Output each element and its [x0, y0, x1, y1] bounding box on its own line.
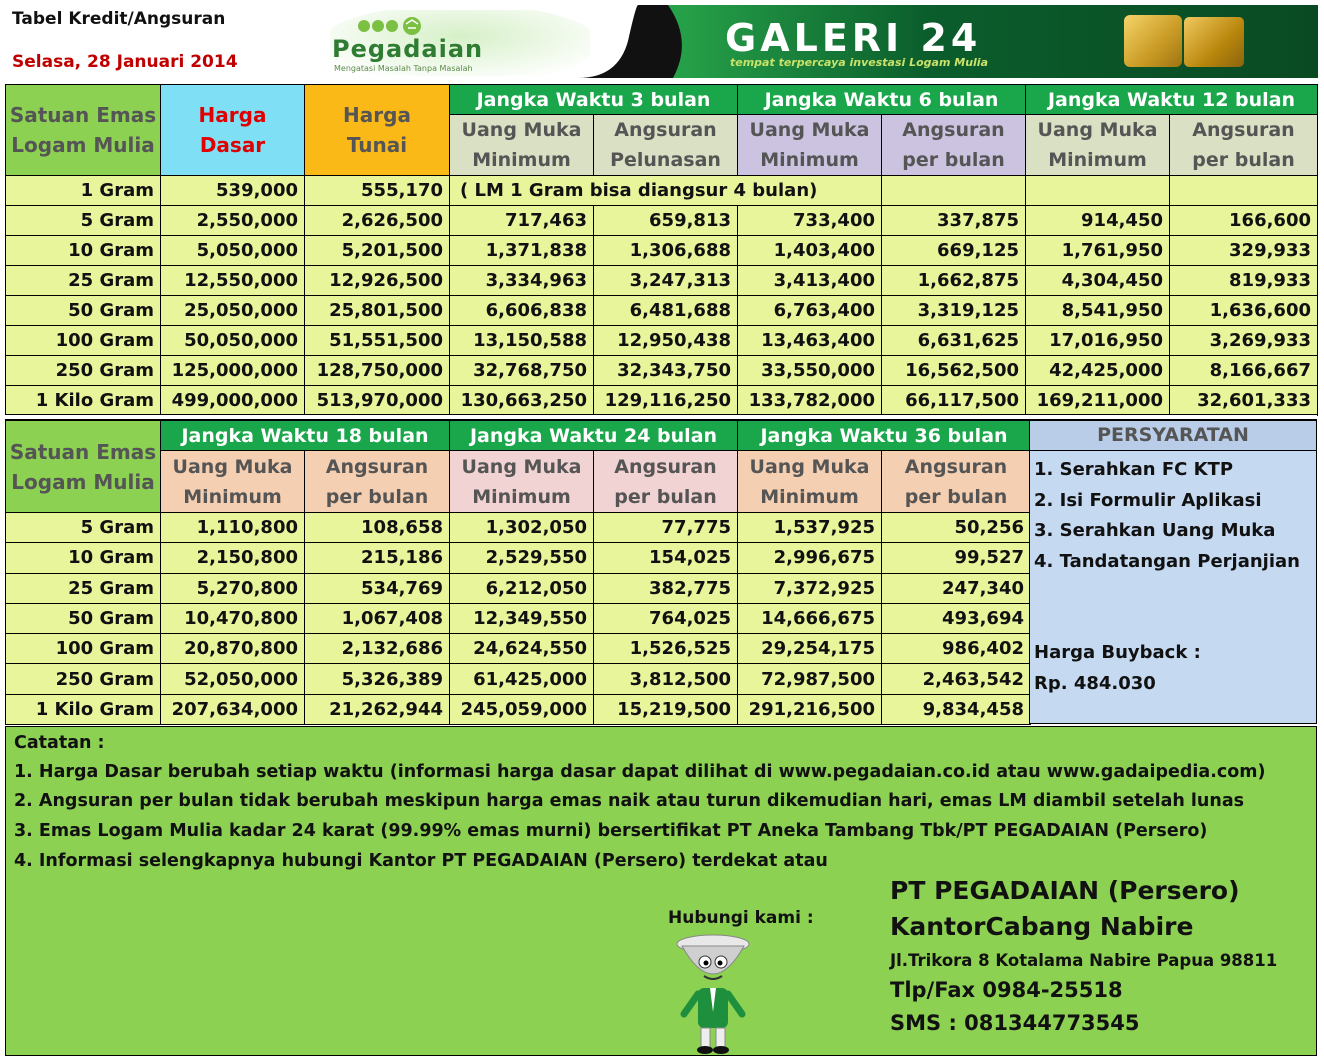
note-item: 3. Emas Logam Mulia kadar 24 karat (99.99% emas murni) bersertifikat PT Aneka Tambang Tbk/PT PEGADAIAN (Persero) [14, 821, 1208, 841]
requirement-item: 3. Serahkan Uang Muka [1034, 520, 1276, 541]
row-label: 1 Kilo Gram [6, 386, 161, 416]
notes-title: Catatan : [14, 733, 105, 753]
cell: 8,166,667 [1170, 356, 1318, 386]
cell: 25,801,500 [305, 296, 450, 326]
sub-header: Angsuran per bulan [305, 451, 450, 513]
cell: 16,562,500 [882, 356, 1026, 386]
gold-bar-icon [1124, 15, 1182, 67]
cell: 154,025 [594, 543, 738, 573]
cell: 128,750,000 [305, 356, 450, 386]
cell: 32,768,750 [450, 356, 594, 386]
cell: 166,600 [1170, 206, 1318, 236]
table-row [6, 664, 1031, 694]
sub-header: Uang Muka Minimum [1026, 115, 1170, 176]
cell: 8,541,950 [1026, 296, 1170, 326]
cell: 24,624,550 [450, 634, 594, 664]
page-date: Selasa, 28 Januari 2014 [12, 52, 238, 72]
cell: 5,326,389 [305, 664, 450, 694]
contact-branch: KantorCabang Nabire [890, 912, 1194, 941]
requirement-item: 2. Isi Formulir Aplikasi [1034, 489, 1262, 511]
table-row [6, 634, 1031, 664]
col-header-satuan: Satuan Emas Logam Mulia [6, 85, 161, 176]
cell: 1,662,875 [882, 266, 1026, 296]
col-header-harga-dasar: Harga Dasar [161, 85, 305, 176]
table-row [6, 296, 1318, 326]
contact-sms: SMS : 081344773545 [890, 1011, 1140, 1035]
table-row [6, 266, 1318, 296]
cell: 32,343,750 [594, 356, 738, 386]
cell: 1,403,400 [738, 236, 882, 266]
cell: 3,269,933 [1170, 326, 1318, 356]
cell: 513,970,000 [305, 386, 450, 416]
brand-title: GALERI 24 [725, 16, 982, 60]
cell: 14,666,675 [738, 603, 882, 633]
table-row [6, 236, 1318, 266]
cell: 3,413,400 [738, 266, 882, 296]
note-item: 2. Angsuran per bulan tidak berubah meskipun harga emas naik atau turun dikemudian hari, emas LM diambil setelah lunas [14, 791, 1245, 811]
note-1gram: ( LM 1 Gram bisa diangsur 4 bulan) [450, 176, 882, 206]
cell: 61,425,000 [450, 664, 594, 694]
cell: 2,996,675 [738, 543, 882, 573]
cell: 25,050,000 [161, 296, 305, 326]
table-row [6, 356, 1318, 386]
table-row [6, 176, 1318, 206]
cell: 215,186 [305, 543, 450, 573]
cell: 1,067,408 [305, 603, 450, 633]
gold-bar-icon [1184, 17, 1244, 67]
sub-header: Angsuran per bulan [882, 451, 1031, 513]
cell: 3,247,313 [594, 266, 738, 296]
cell: 2,463,542 [882, 664, 1031, 694]
table-row [6, 543, 1031, 573]
group-header-12-bulan: Jangka Waktu 12 bulan [1026, 85, 1318, 115]
cell: 13,150,588 [450, 326, 594, 356]
cell: 51,551,500 [305, 326, 450, 356]
sub-header: Uang Muka Minimum [738, 451, 882, 513]
group-header-36-bulan: Jangka Waktu 36 bulan [738, 421, 1031, 451]
cell: 10,470,800 [161, 603, 305, 633]
cell: 819,933 [1170, 266, 1318, 296]
cell: 1,302,050 [450, 513, 594, 543]
cell: 130,663,250 [450, 386, 594, 416]
cell: 2,529,550 [450, 543, 594, 573]
cell: 499,000,000 [161, 386, 305, 416]
cell: 17,016,950 [1026, 326, 1170, 356]
persyaratan-panel [1029, 420, 1317, 724]
cell: 13,463,400 [738, 326, 882, 356]
cell: 1,306,688 [594, 236, 738, 266]
page-title: Tabel Kredit/Angsuran [12, 9, 226, 29]
row-label: 50 Gram [6, 296, 161, 326]
cell: 66,117,500 [882, 386, 1026, 416]
sub-header: Angsuran Pelunasan [594, 115, 738, 176]
cell: 6,481,688 [594, 296, 738, 326]
cell: 21,262,944 [305, 694, 450, 724]
cell: 9,834,458 [882, 694, 1031, 724]
cell: 2,550,000 [161, 206, 305, 236]
contact-label: Hubungi kami : [668, 908, 814, 928]
col-header-harga-tunai: Harga Tunai [305, 85, 450, 176]
row-label: 1 Kilo Gram [6, 694, 161, 724]
table-row [6, 573, 1031, 603]
cell: 1,537,925 [738, 513, 882, 543]
table-row [6, 694, 1031, 724]
cell: 42,425,000 [1026, 356, 1170, 386]
logo-tagline: Mengatasi Masalah Tanpa Masalah [334, 64, 473, 73]
cell: 6,763,400 [738, 296, 882, 326]
cell: 29,254,175 [738, 634, 882, 664]
logo-wordmark: Pegadaian [332, 35, 484, 63]
cell [882, 176, 1026, 206]
cell: 717,463 [450, 206, 594, 236]
row-label: 25 Gram [6, 573, 161, 603]
cell: 12,349,550 [450, 603, 594, 633]
cell: 50,256 [882, 513, 1031, 543]
note-item: 1. Harga Dasar berubah setiap waktu (informasi harga dasar dapat dilihat di www.pegadaian.co.id atau www.gadaipedia.com) [14, 762, 1266, 782]
cell: 12,550,000 [161, 266, 305, 296]
group-header-6-bulan: Jangka Waktu 6 bulan [738, 85, 1026, 115]
cell: 77,775 [594, 513, 738, 543]
cell: 733,400 [738, 206, 882, 236]
cell: 3,319,125 [882, 296, 1026, 326]
cell: 32,601,333 [1170, 386, 1318, 416]
table-row [6, 206, 1318, 236]
cell: 337,875 [882, 206, 1026, 236]
cell: 6,212,050 [450, 573, 594, 603]
cell: 493,694 [882, 603, 1031, 633]
cell: 1,526,525 [594, 634, 738, 664]
cell: 7,372,925 [738, 573, 882, 603]
sub-header: Angsuran per bulan [1170, 115, 1318, 176]
cell [1170, 176, 1318, 206]
cell: 125,000,000 [161, 356, 305, 386]
contact-company: PT PEGADAIAN (Persero) [890, 876, 1240, 905]
cell: 20,870,800 [161, 634, 305, 664]
sub-header: Angsuran per bulan [594, 451, 738, 513]
cell: 169,211,000 [1026, 386, 1170, 416]
cell: 6,606,838 [450, 296, 594, 326]
cell: 15,219,500 [594, 694, 738, 724]
cell: 5,270,800 [161, 573, 305, 603]
cell: 2,132,686 [305, 634, 450, 664]
cell: 4,304,450 [1026, 266, 1170, 296]
cell: 659,813 [594, 206, 738, 236]
cell: 12,926,500 [305, 266, 450, 296]
buyback-value: Rp. 484.030 [1034, 672, 1156, 694]
cell: 3,812,500 [594, 664, 738, 694]
row-label: 10 Gram [6, 236, 161, 266]
cell: 12,950,438 [594, 326, 738, 356]
cell: 133,782,000 [738, 386, 882, 416]
cell: 245,059,000 [450, 694, 594, 724]
cell: 1,110,800 [161, 513, 305, 543]
mascot-icon [668, 932, 758, 1056]
cell: 1,761,950 [1026, 236, 1170, 266]
sub-header: Uang Muka Minimum [738, 115, 882, 176]
group-header-24-bulan: Jangka Waktu 24 bulan [450, 421, 738, 451]
cell: 50,050,000 [161, 326, 305, 356]
row-label: 25 Gram [6, 266, 161, 296]
sub-header: Angsuran per bulan [882, 115, 1026, 176]
contact-address: Jl.Trikora 8 Kotalama Nabire Papua 98811 [890, 951, 1278, 970]
cell: 247,340 [882, 573, 1031, 603]
cell: 539,000 [161, 176, 305, 206]
cell: 52,050,000 [161, 664, 305, 694]
table-row [6, 326, 1318, 356]
cell: 5,050,000 [161, 236, 305, 266]
cell: 329,933 [1170, 236, 1318, 266]
col-header-satuan: Satuan Emas Logam Mulia [6, 421, 161, 513]
table-row [6, 386, 1318, 416]
row-label: 5 Gram [6, 206, 161, 236]
cell: 986,402 [882, 634, 1031, 664]
sub-header: Uang Muka Minimum [450, 115, 594, 176]
cell: 5,201,500 [305, 236, 450, 266]
row-label: 10 Gram [6, 543, 161, 573]
buyback-label: Harga Buyback : [1034, 642, 1201, 663]
cell: 1,371,838 [450, 236, 594, 266]
note-item: 4. Informasi selengkapnya hubungi Kantor PT PEGADAIAN (Persero) terdekat atau [14, 851, 828, 871]
contact-phone: Tlp/Fax 0984-25518 [890, 978, 1123, 1002]
table-row [6, 603, 1031, 633]
cell: 6,631,625 [882, 326, 1026, 356]
row-label: 5 Gram [6, 513, 161, 543]
cell: 99,527 [882, 543, 1031, 573]
table-row [6, 513, 1031, 543]
group-header-3-bulan: Jangka Waktu 3 bulan [450, 85, 738, 115]
installment-table-short [5, 84, 1318, 416]
cell: 1,636,600 [1170, 296, 1318, 326]
brand-tagline: tempat terpercaya investasi Logam Mulia [730, 56, 989, 69]
cell: 382,775 [594, 573, 738, 603]
row-label: 100 Gram [6, 634, 161, 664]
row-label: 250 Gram [6, 356, 161, 386]
sub-header: Uang Muka Minimum [450, 451, 594, 513]
cell: 3,334,963 [450, 266, 594, 296]
cell: 129,116,250 [594, 386, 738, 416]
cell: 555,170 [305, 176, 450, 206]
cell: 1 Gram [6, 176, 161, 206]
cell [1026, 176, 1170, 206]
row-label: 50 Gram [6, 603, 161, 633]
cell: 291,216,500 [738, 694, 882, 724]
cell: 534,769 [305, 573, 450, 603]
persyaratan-title: PERSYARATAN [1030, 421, 1316, 451]
cell: 669,125 [882, 236, 1026, 266]
requirement-item: 4. Tandatangan Perjanjian [1034, 550, 1300, 572]
cell: 914,450 [1026, 206, 1170, 236]
cell: 72,987,500 [738, 664, 882, 694]
row-label: 250 Gram [6, 664, 161, 694]
cell: 764,025 [594, 603, 738, 633]
cell: 207,634,000 [161, 694, 305, 724]
group-header-18-bulan: Jangka Waktu 18 bulan [161, 421, 450, 451]
installment-table-long [5, 420, 1031, 725]
row-label: 100 Gram [6, 326, 161, 356]
cell: 108,658 [305, 513, 450, 543]
cell: 33,550,000 [738, 356, 882, 386]
sub-header: Uang Muka Minimum [161, 451, 305, 513]
cell: 2,150,800 [161, 543, 305, 573]
cell: 2,626,500 [305, 206, 450, 236]
requirement-item: 1. Serahkan FC KTP [1034, 459, 1234, 480]
